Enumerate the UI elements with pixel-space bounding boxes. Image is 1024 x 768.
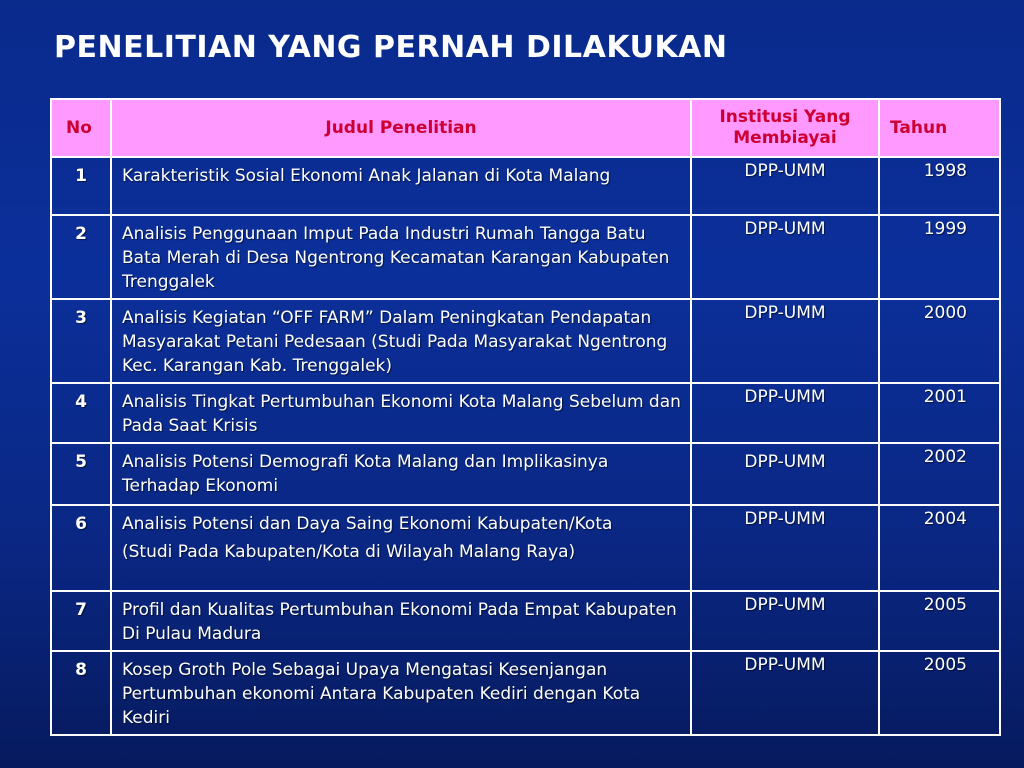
- research-title: Analisis Potensi Demografi Kota Malang dan Implikasinya Terhadap Ekonomi: [111, 443, 691, 505]
- table-row: [51, 651, 1000, 735]
- research-year: 2004: [879, 505, 1000, 591]
- funding-institution: DPP-UMM: [691, 443, 879, 505]
- header-tahun: Tahun: [879, 99, 1000, 157]
- research-year: 2000: [879, 299, 1000, 383]
- research-title: Analisis Penggunaan Imput Pada Industri Rumah Tangga Batu Bata Merah di Desa Ngentrong Kecamatan Karangan Kabupaten Trenggalek: [111, 215, 691, 299]
- table-row: [51, 443, 1000, 505]
- research-table: [50, 98, 1001, 736]
- row-number: 5: [51, 443, 111, 505]
- header-institusi: Institusi Yang Membiayai: [691, 99, 879, 157]
- research-year: 1998: [879, 157, 1000, 215]
- research-year: 2005: [879, 591, 1000, 651]
- header-judul: Judul Penelitian: [111, 99, 691, 157]
- funding-institution: DPP-UMM: [691, 383, 879, 443]
- funding-institution: DPP-UMM: [691, 651, 879, 735]
- table-row: [51, 299, 1000, 383]
- table-row: [51, 383, 1000, 443]
- table-header-row: [51, 99, 1000, 157]
- funding-institution: DPP-UMM: [691, 215, 879, 299]
- research-year: 1999: [879, 215, 1000, 299]
- table-row: [51, 591, 1000, 651]
- research-year: 2002: [879, 443, 1000, 505]
- research-title: Analisis Kegiatan “OFF FARM” Dalam Peningkatan Pendapatan Masyarakat Petani Pedesaan (Studi Pada Masyarakat Ngentrong Kec. Karangan Kab. Trenggalek): [111, 299, 691, 383]
- research-title: Karakteristik Sosial Ekonomi Anak Jalanan di Kota Malang: [111, 157, 691, 215]
- research-title: Analisis Potensi dan Daya Saing Ekonomi Kabupaten/Kota: [122, 514, 613, 534]
- row-number: 6: [51, 505, 111, 591]
- row-number: 4: [51, 383, 111, 443]
- research-title: Profil dan Kualitas Pertumbuhan Ekonomi Pada Empat Kabupaten Di Pulau Madura: [111, 591, 691, 651]
- row-number: 2: [51, 215, 111, 299]
- table-row: [51, 157, 1000, 215]
- funding-institution: DPP-UMM: [691, 505, 879, 591]
- table-row: [51, 505, 1000, 591]
- research-title-note: (Studi Pada Kabupaten/Kota di Wilayah Malang Raya): [122, 542, 576, 562]
- research-year: 2005: [879, 651, 1000, 735]
- table-row: [51, 215, 1000, 299]
- header-no: No: [51, 99, 111, 157]
- row-number: 8: [51, 651, 111, 735]
- research-title: Kosep Groth Pole Sebagai Upaya Mengatasi Kesenjangan Pertumbuhan ekonomi Antara Kabupaten Kediri dengan Kota Kediri: [111, 651, 691, 735]
- research-title-cell: [111, 505, 691, 591]
- research-year: 2001: [879, 383, 1000, 443]
- research-title: Analisis Tingkat Pertumbuhan Ekonomi Kota Malang Sebelum dan Pada Saat Krisis: [111, 383, 691, 443]
- row-number: 7: [51, 591, 111, 651]
- slide-title: PENELITIAN YANG PERNAH DILAKUKAN: [54, 30, 728, 65]
- funding-institution: DPP-UMM: [691, 299, 879, 383]
- funding-institution: DPP-UMM: [691, 591, 879, 651]
- funding-institution: DPP-UMM: [691, 157, 879, 215]
- row-number: 3: [51, 299, 111, 383]
- row-number: 1: [51, 157, 111, 215]
